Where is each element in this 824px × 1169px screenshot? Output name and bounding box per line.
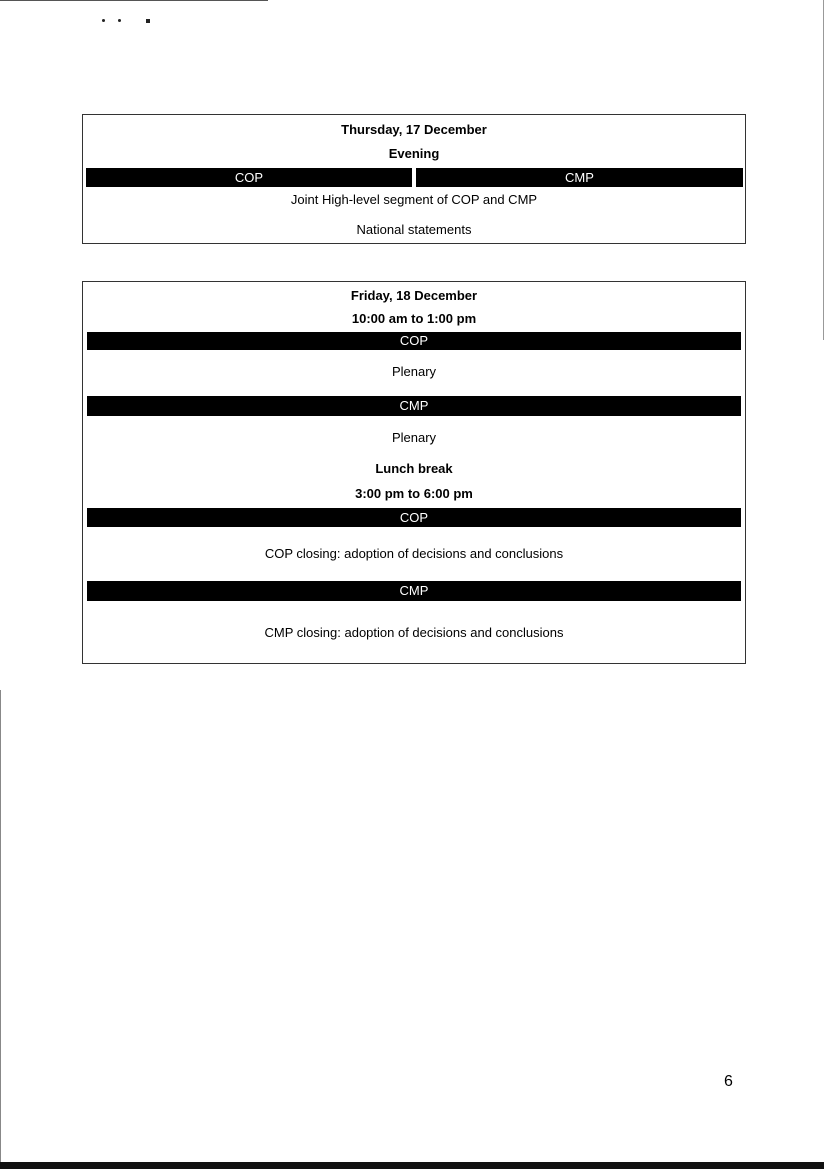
friday-cmp-bar-morning: CMP	[87, 396, 741, 416]
thursday-cop-header: COP	[86, 168, 412, 187]
scan-edge-left	[0, 690, 1, 1169]
friday-cmp-closing: CMP closing: adoption of decisions and conclusions	[264, 625, 564, 640]
thursday-day-heading: Thursday, 17 December	[341, 122, 487, 137]
friday-schedule-box	[82, 281, 746, 664]
thursday-session-heading: Evening	[388, 146, 440, 161]
thursday-item-joint-segment: Joint High-level segment of COP and CMP	[290, 192, 538, 207]
friday-morning-time: 10:00 am to 1:00 pm	[351, 311, 477, 326]
friday-cmp-bar-afternoon: CMP	[87, 581, 741, 601]
thursday-item-national-statements: National statements	[356, 222, 472, 237]
thursday-cmp-header: CMP	[416, 168, 743, 187]
friday-cop-closing: COP closing: adoption of decisions and conclusions	[264, 546, 564, 561]
friday-day-heading: Friday, 18 December	[350, 288, 478, 303]
thursday-schedule-box	[82, 114, 746, 244]
friday-cop-plenary: Plenary	[391, 364, 437, 379]
scan-edge-top	[0, 0, 268, 1]
friday-afternoon-time: 3:00 pm to 6:00 pm	[355, 486, 473, 501]
page-number: 6	[724, 1073, 733, 1090]
scan-edge-bottom	[0, 1162, 824, 1169]
friday-cop-bar-morning: COP	[87, 332, 741, 350]
friday-cmp-plenary: Plenary	[391, 430, 437, 445]
friday-lunch-break: Lunch break	[375, 461, 453, 476]
friday-cop-bar-afternoon: COP	[87, 508, 741, 527]
scan-marks	[100, 15, 160, 27]
